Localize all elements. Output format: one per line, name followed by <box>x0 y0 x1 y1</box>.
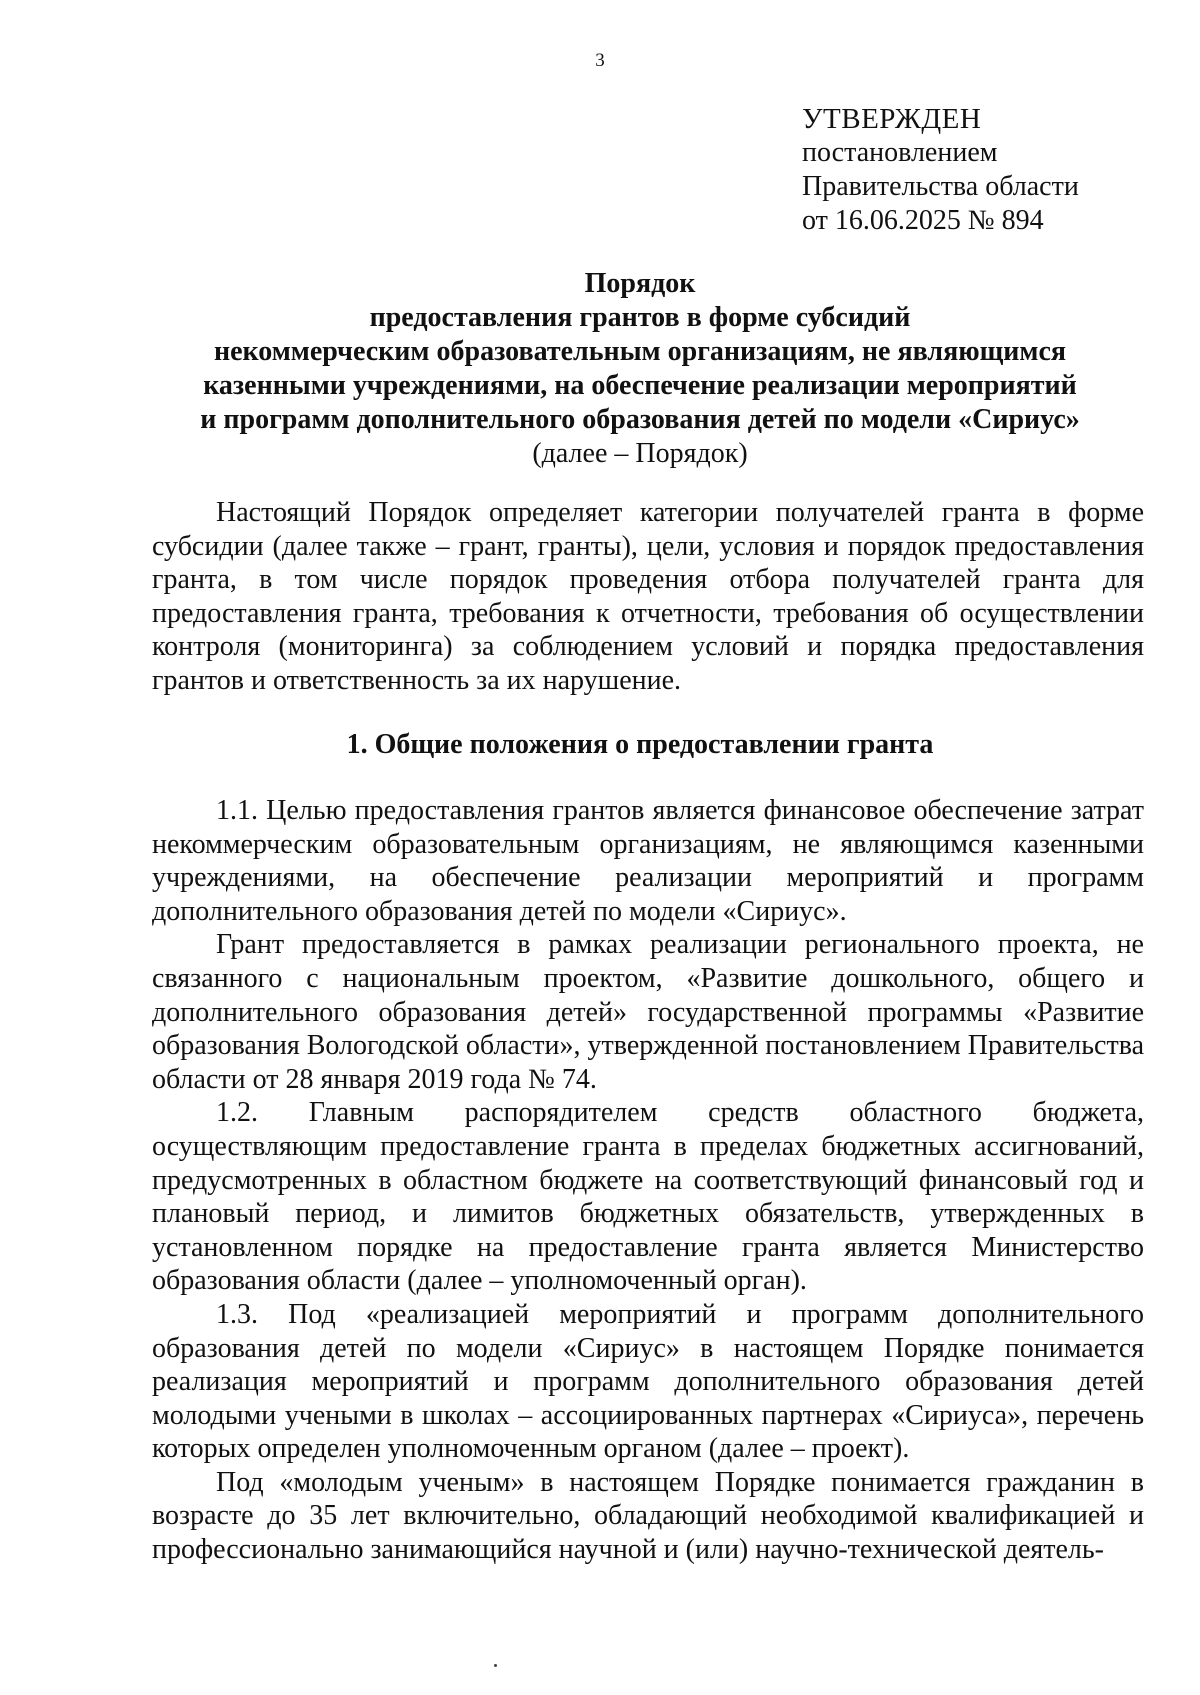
page-number: 3 <box>595 50 605 71</box>
title-line: казенными учреждениями, на обеспечение реализации мероприятий <box>203 370 1077 401</box>
paragraph-grant-project: Грант предоставляется в рамках реализации регионального проекта, не связанного с национальным проектом, «Развитие дошкольного, общего и дополнительного образования детей» государственной программы «Развитие образования Вологодской области», утвержденной постановлением Правительства области от 28 января 2019 года № 74. <box>152 929 1144 1095</box>
approval-line: постановлением <box>802 137 998 168</box>
title-line: и программ дополнительного образования детей по модели «Сириус» <box>200 404 1080 435</box>
document-title <box>130 267 1150 471</box>
title-line: Порядок <box>584 268 696 299</box>
paragraph-1-1: 1.1. Целью предоставления грантов является финансовое обеспечение затрат некоммерческим образовательным организациям, не являющимся казенными учреждениями, на обеспечение реализации мероприятий и программ дополнительного образования детей по модели «Сириус». <box>152 795 1144 927</box>
intro-paragraph-block <box>152 496 1144 698</box>
scan-artifact-dot <box>494 1664 497 1667</box>
approval-heading: УТВЕРЖДЕН <box>802 103 982 135</box>
approval-stamp-block <box>802 102 1079 238</box>
approval-date-number: от 16.06.2025 № 894 <box>802 205 1044 236</box>
section-heading: 1. Общие положения о предоставлении гранта <box>346 729 934 760</box>
title-abbreviation: (далее – Порядок) <box>532 438 748 469</box>
title-line: предоставления грантов в форме субсидий <box>369 302 911 333</box>
paragraph-1-3: 1.3. Под «реализацией мероприятий и программ дополнительного образования детей по модели «Сириус» в настоящем Порядке понимается реализация мероприятий и программ дополнительного образования детей молодыми учеными в школах – ассоциированных партнерах «Сириуса», перечень которых определен уполномоченным органом (далее – проект). <box>152 1298 1144 1465</box>
approval-line: Правительства области <box>802 171 1079 202</box>
paragraph-young-scientist: Под «молодым ученым» в настоящем Порядке понимается гражданин в возрасте до 35 лет включительно, обладающий необходимой квалификацией и профессионально занимающийся научной и (или) научно-технической деятель- <box>152 1466 1144 1566</box>
intro-paragraph: Настоящий Порядок определяет категории получателей гранта в форме субсидии (далее также – грант, гранты), цели, условия и порядок предоставления гранта, в том числе порядок проведения отбора получателей гранта для предоставления гранта, требования к отчетности, требования об осуществлении контроля (мониторинга) за соблюдением условий и порядка предоставления грантов и ответственность за их нарушение. <box>152 497 1144 696</box>
title-line: некоммерческим образовательным организациям, не являющимся <box>213 336 1067 367</box>
section-body <box>152 794 1144 1567</box>
paragraph-1-2: 1.2. Главным распорядителем средств областного бюджета, осуществляющим предоставление гранта в пределах бюджетных ассигнований, предусмотренных в областном бюджете на соответствующий финансовый год и плановый период, и лимитов бюджетных обязательств, утвержденных в установленном порядке на предоставление гранта является Министерство образования области (далее – уполномоченный орган). <box>152 1097 1144 1297</box>
